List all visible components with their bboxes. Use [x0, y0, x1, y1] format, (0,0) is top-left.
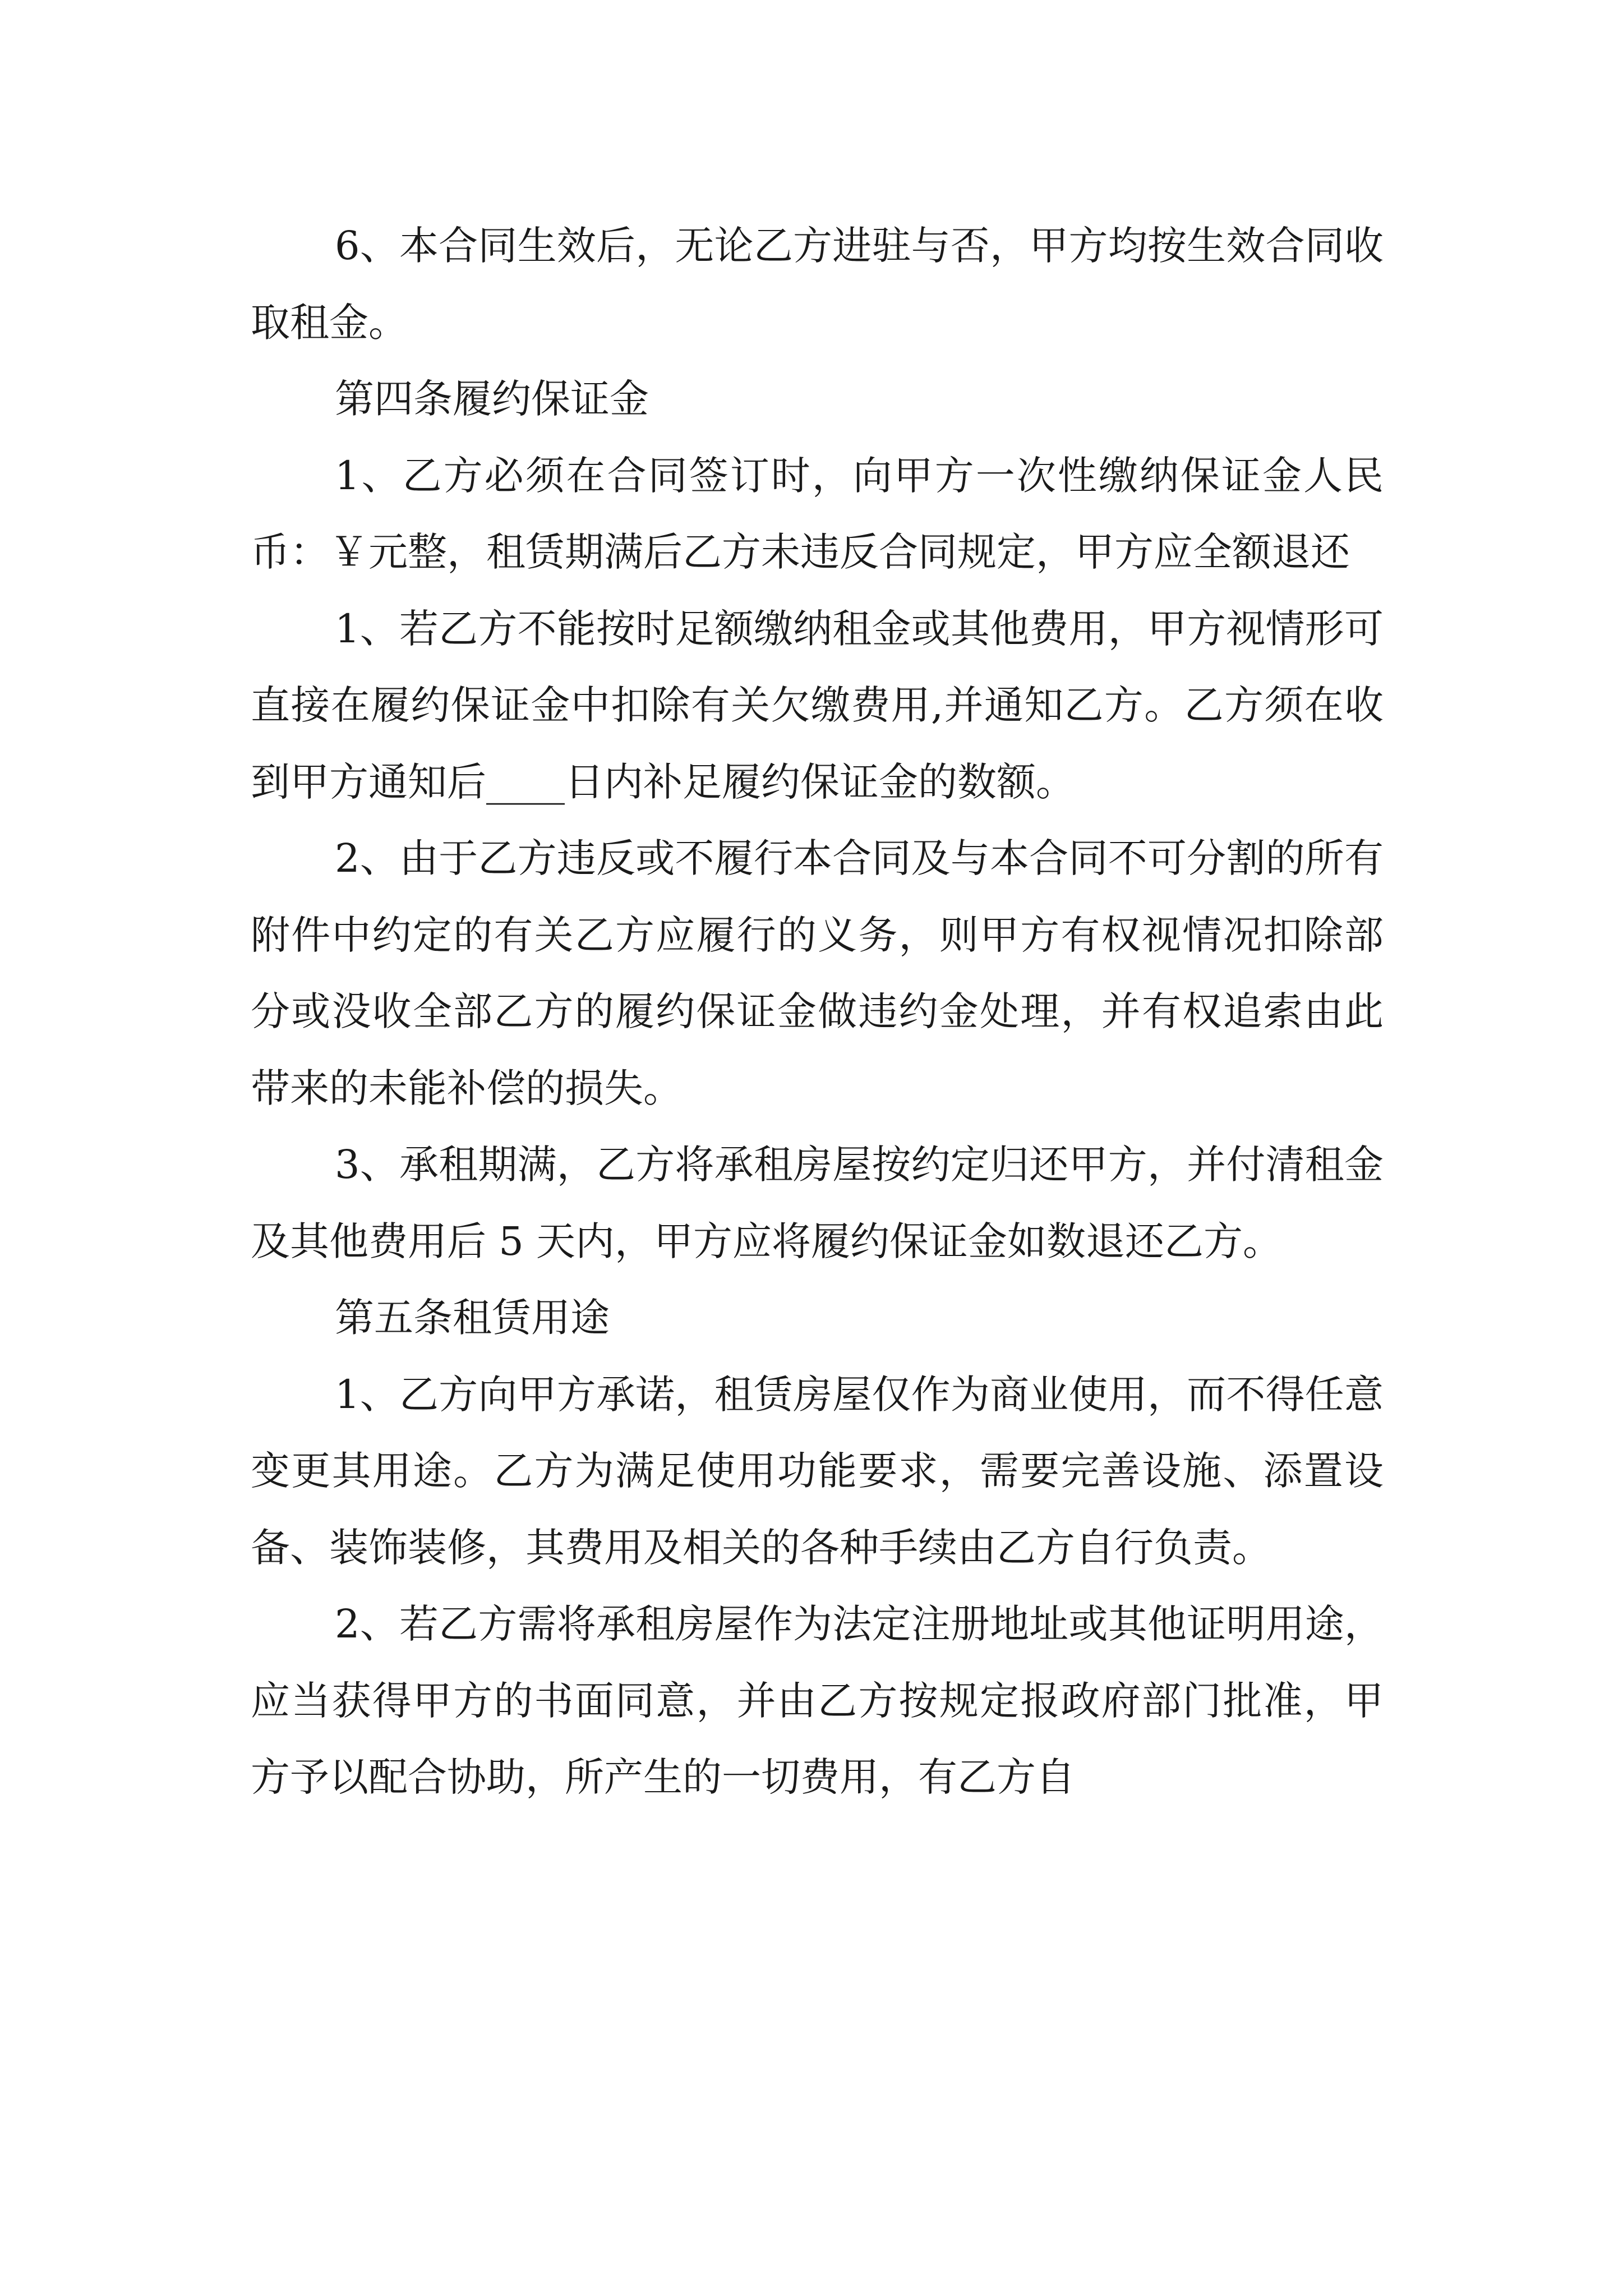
clause-3-item-6: 6、本合同生效后，无论乙方进驻与否，甲方均按生效合同收取租金。 — [251, 223, 1384, 346]
clause-4-item-1b: 1、若乙方不能按时足额缴纳租金或其他费用，甲方视情形可直接在履约保证金中扣除有关欠缴费用,并通知乙方。乙方须在收到甲方通知后____日内补足履约保证金的数额。 — [251, 605, 1384, 805]
document-body — [251, 208, 1384, 1816]
clause-5-item-1: 1、乙方向甲方承诺，租赁房屋仅作为商业使用，而不得任意变更其用途。乙方为满足使用功能要求，需要完善设施、添置设备、装饰装修，其费用及相关的各种手续由乙方自行负责。 — [251, 1371, 1384, 1571]
clause-4-item-3: 3、承租期满，乙方将承租房屋按约定归还甲方，并付清租金及其他费用后 5 天内，甲方应将履约保证金如数退还乙方。 — [251, 1142, 1384, 1264]
clause-4-item-1a: 1、乙方必须在合同签订时，向甲方一次性缴纳保证金人民币：￥元整，租赁期满后乙方未违反合同规定，甲方应全额退还 — [251, 452, 1384, 575]
article-5-heading: 第五条租赁用途 — [335, 1295, 610, 1341]
clause-5-item-2: 2、若乙方需将承租房屋作为法定注册地址或其他证明用途，应当获得甲方的书面同意，并由乙方按规定报政府部门批准，甲方予以配合协助，所产生的一切费用，有乙方自 — [251, 1601, 1384, 1800]
clause-4-item-2: 2、由于乙方违反或不履行本合同及与本合同不可分割的所有附件中约定的有关乙方应履行的义务，则甲方有权视情况扣除部分或没收全部乙方的履约保证金做违约金处理，并有权追索由此带来的未能补偿的损失。 — [251, 835, 1384, 1111]
article-4-heading: 第四条履约保证金 — [335, 376, 649, 422]
